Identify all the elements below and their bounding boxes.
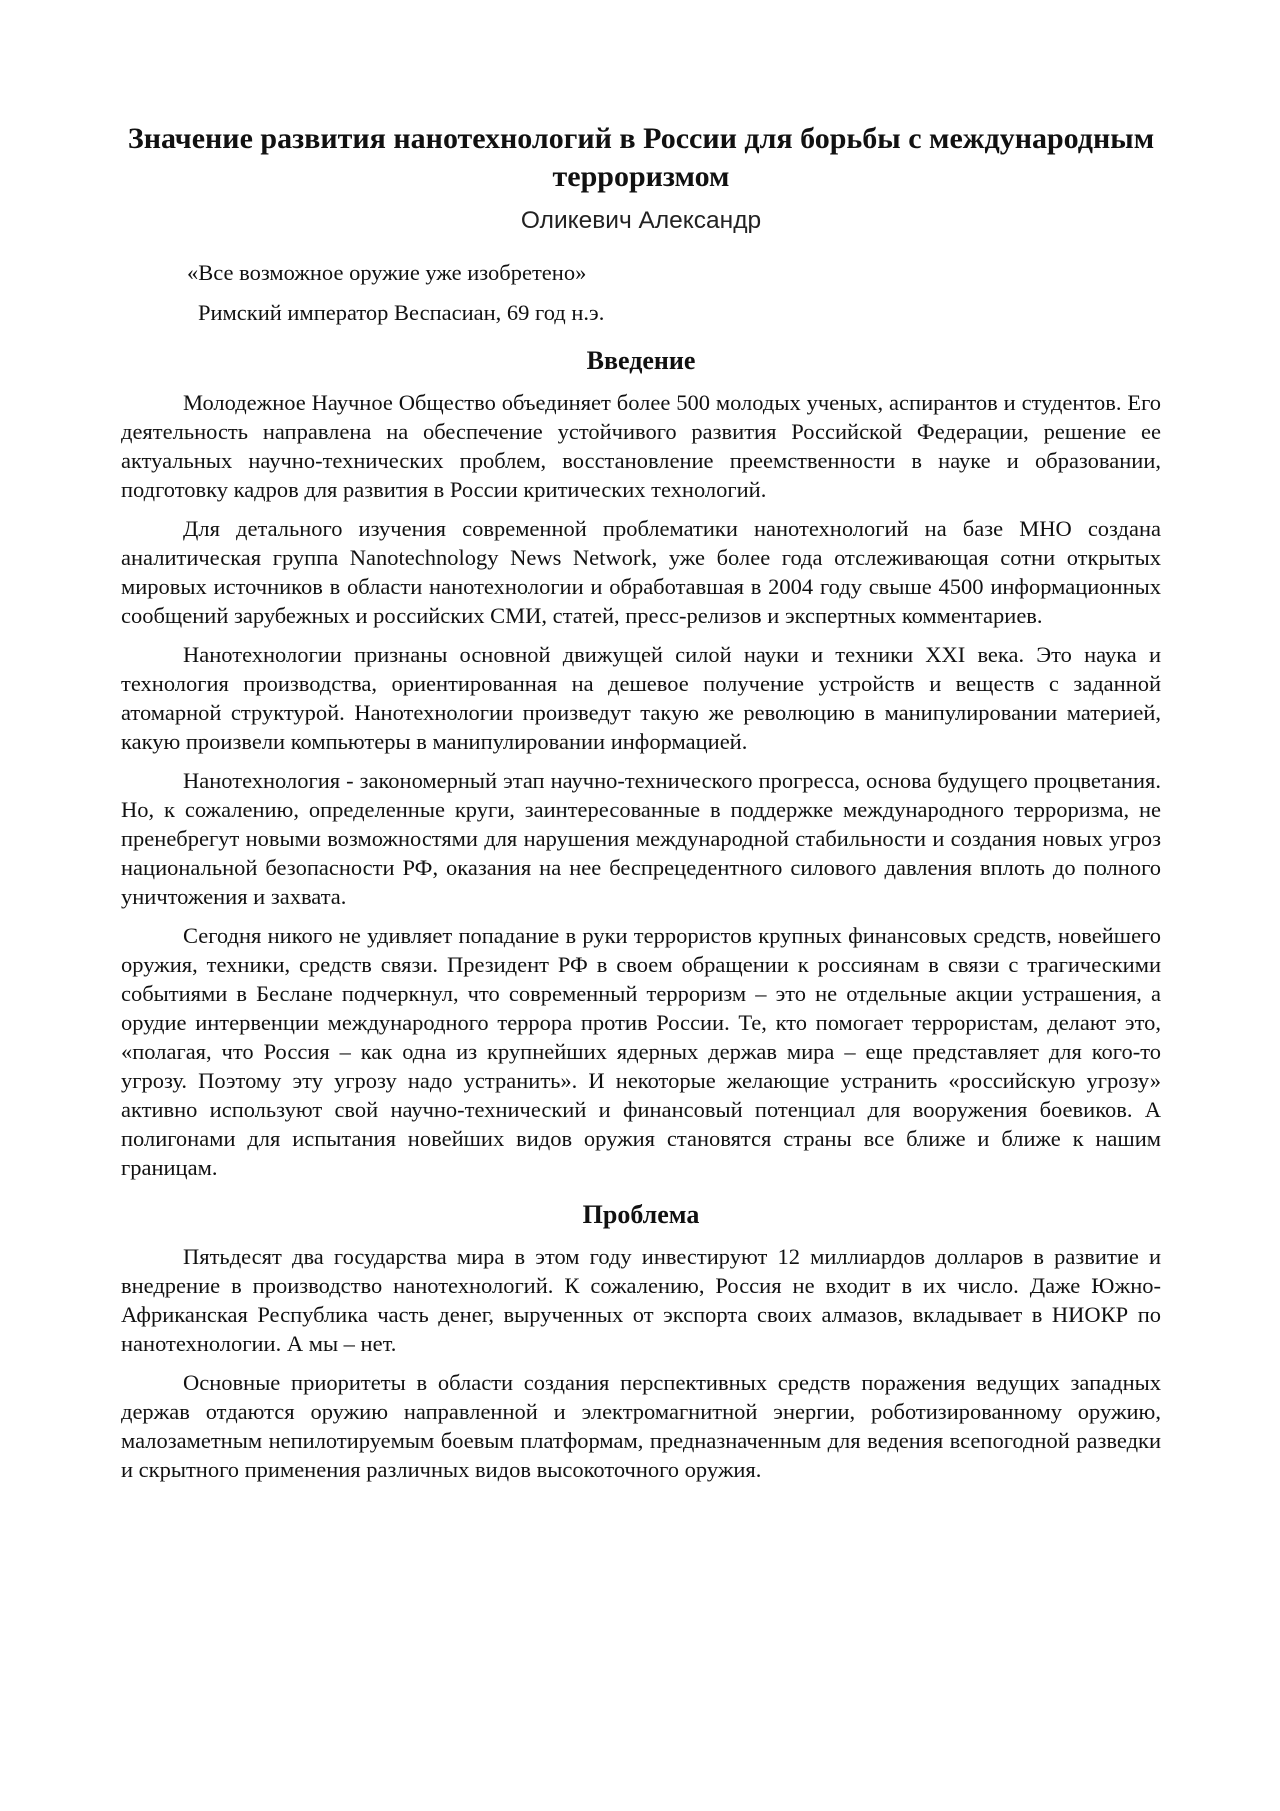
document-title: Значение развития нанотехнологий в России для борьбы с международным терроризмом xyxy=(127,122,1155,193)
epigraph-quote: «Все возможное оружие уже изобретено» xyxy=(187,260,587,285)
section-heading: Проблема xyxy=(582,1200,700,1229)
paragraph: Сегодня никого не удивляет попадание в руки террористов крупных финансовых средств, новейшего оружия, техники, средств связи. Президент РФ в своем обращении к россиянам в связи с трагическими событиями в Беслане подчеркнул, что современный терроризм – это не отдельные акции устрашения, а орудие интервенции международного террора против России. Те, кто помогает террористам, делают это, «полагая, что Россия – как одна из крупнейших ядерных держав мира – еще представляет для кого-то угрозу. Поэтому эту угрозу надо устранить». И некоторые желающие устранить «российскую угрозу» активно используют свой научно-технический и финансовый потенциал для вооружения боевиков. А полигонами для испытания новейших видов оружия становятся страны все ближе и ближе к нашим границам. xyxy=(121,923,1161,1180)
paragraph: Для детального изучения современной проблематики нанотехнологий на базе МНО создана аналитическая группа Nanotechnology News Network, уже более года отслеживающая сотни открытых мировых источников в области нанотехнологии и обработавшая в 2004 году свыше 4500 информационных сообщений зарубежных и российских СМИ, статей, пресс-релизов и экспертных комментариев. xyxy=(121,516,1161,628)
section-problem xyxy=(121,1198,1161,1484)
section-introduction xyxy=(121,344,1161,1182)
paragraph: Основные приоритеты в области создания перспективных средств поражения ведущих западных держав отдаются оружию направленной и электромагнитной энергии, роботизированному оружию, малозаметным непилотируемым боевым платформам, предназначенным для ведения всепогодной разведки и скрытного применения различных видов высокоточного оружия. xyxy=(121,1370,1161,1482)
paragraph: Пятьдесят два государства мира в этом году инвестируют 12 миллиардов долларов в развитие и внедрение в производство нанотехнологий. К сожалению, Россия не входит в их число. Даже Южно-Африканская Республика часть денег, вырученных от экспорта своих алмазов, вкладывает в НИОКР по нанотехнологии. А мы – нет. xyxy=(121,1244,1161,1356)
paragraph: Нанотехнологии признаны основной движущей силой науки и техники XXI века. Это наука и технология производства, ориентированная на дешевое получение устройств и веществ с заданной атомарной структурой. Нанотехнологии произведут такую же революцию в манипулировании материей, какую произвели компьютеры в манипулировании информацией. xyxy=(121,642,1161,754)
section-heading: Введение xyxy=(586,346,696,375)
paragraph: Нанотехнология - закономерный этап научно-технического прогресса, основа будущего процветания. Но, к сожалению, определенные круги, заинтересованные в поддержке международного терроризма, не пренебрегут новыми возможностями для нарушения международной стабильности и создания новых угроз национальной безопасности РФ, оказания на нее беспрецедентного силового давления вплоть до полного уничтожения и захвата. xyxy=(121,768,1161,909)
document-page xyxy=(121,120,1161,1484)
author-name: Оликевич Александр xyxy=(520,207,762,234)
epigraph-source: Римский император Веспасиан, 69 год н.э. xyxy=(198,300,605,325)
paragraph: Молодежное Научное Общество объединяет более 500 молодых ученых, аспирантов и студентов. Его деятельность направлена на обеспечение устойчивого развития Российской Федерации, решение ее актуальных научно-технических проблем, восстановление преемственности в науке и образовании, подготовку кадров для развития в России критических технологий. xyxy=(121,390,1161,502)
